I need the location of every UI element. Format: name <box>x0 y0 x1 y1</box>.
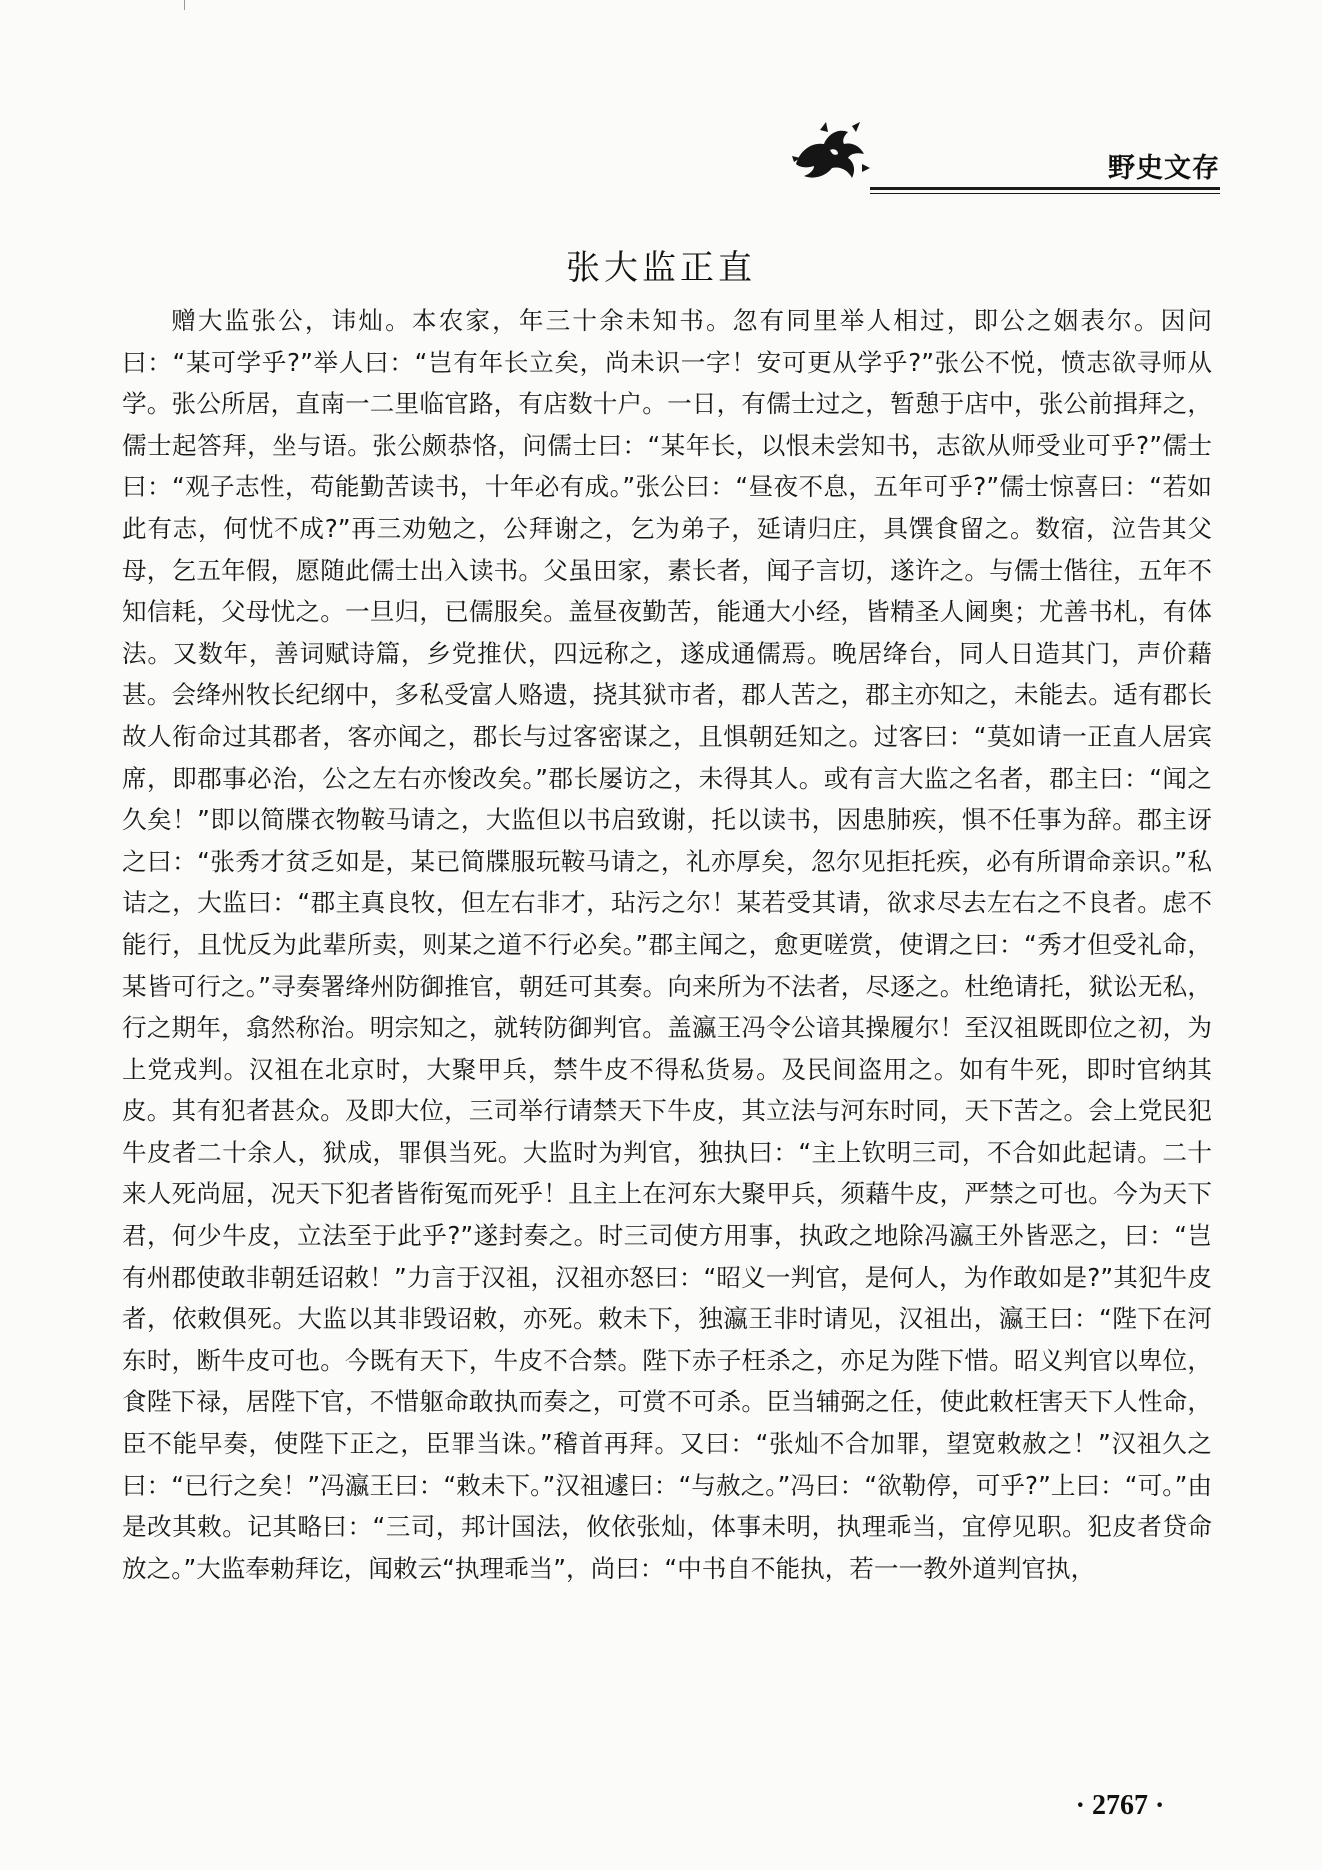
dragon-ornament-icon <box>790 120 872 184</box>
article-title: 张大监正直 <box>566 248 756 288</box>
header-rule-thin <box>870 193 1220 194</box>
header-rule <box>870 187 1220 190</box>
article-body: 赠大监张公，讳灿。本农家，年三十余未知书。忽有同里举人相过，即公之姻表尔。因问曰：“某可学乎?”举人曰：“岂有年长立矣，尚未识一字！安可更从学乎?”张公不悦，愤志欲寻师从学。张公所居，直南一二里临官路，有店数十户。一日，有儒士过之，暂憩于店中，张公前揖拜之，儒士起答拜，坐与语。张公颇恭恪，问儒士曰：“某年长，以恨未尝知书，志欲从师受业可乎?”儒士曰：“观子志性，苟能勤苦读书，十年必有成。”张公曰：“昼夜不息，五年可乎?”儒士惊喜曰：“若如此有志，何忧不成?”再三劝勉之，公拜谢之，乞为弟子，延请归庄，具馔食留之。数宿，泣告其父母，乞五年假，愿随此儒士出入读书。父虽田家，素长者，闻子言切，遂许之。与儒士偕往，五年不知信耗，父母忧之。一旦归，已儒服矣。盖昼夜勤苦，能通大小经，皆精圣人阃奥；尤善书札，有体法。又数年，善词赋诗篇，乡党推伏，四远称之，遂成通儒焉。晚居绛台，同人日造其门，声价藉甚。会绛州牧长纪纲中，多私受富人赂遗，挠其狱市者，郡人苦之，郡主亦知之，未能去。适有郡长故人衔命过其郡者，客亦闻之，郡长与过客密谋之，且惧朝廷知之。过客曰：“莫如请一正直人居宾席，即郡事必治，公之左右亦悛改矣。”郡长屡访之，未得其人。或有言大监之名者，郡主曰：“闻之久矣！”即以简牒衣物鞍马请之，大监但以书启致谢，托以读书，因患肺疾，惧不任事为辞。郡主讶之曰：“张秀才贫乏如是，某已简牒服玩鞍马请之，礼亦厚矣，忽尔见拒托疾，必有所谓命亲识。”私诘之，大监曰：“郡主真良牧，但左右非才，玷污之尔！某若受其请，欲求尽去左右之不良者。虑不能行，且忧反为此辈所卖，则某之道不行必矣。”郡主闻之，愈更嗟赏，使谓之曰：“秀才但受礼命，某皆可行之。”寻奏署绛州防御推官，朝廷可其奏。向来所为不法者，尽逐之。杜绝请托，狱讼无私，行之期年，翕然称治。明宗知之，就转防御判官。盖瀛王冯令公谙其操履尔！至汉祖既即位之初，为上党戎判。汉祖在北京时，大聚甲兵，禁牛皮不得私货易。及民间盗用之。如有牛死，即时官纳其皮。其有犯者甚众。及即大位，三司举行请禁天下牛皮，其立法与河东时同，天下苦之。会上党民犯牛皮者二十余人，狱成，罪俱当死。大监时为判官，独执曰：“主上钦明三司，不合如此起请。二十来人死尚屈，况天下犯者皆衔冤而死乎！且主上在河东大聚甲兵，须藉牛皮，严禁之可也。今为天下君，何少牛皮，立法至于此乎?”遂封奏之。时三司使方用事，执政之地除冯瀛王外皆恶之，曰：“岂有州郡使敢非朝廷诏敕！”力言于汉祖，汉祖亦怒曰：“昭义一判官，是何人，为作敢如是?”其犯牛皮者，依敕俱死。大监以其非毁诏敕，亦死。敕未下，独瀛王非时请见，汉祖出，瀛王曰：“陛下在河东时，断牛皮可也。今既有天下，牛皮不合禁。陛下赤子枉杀之，亦足为陛下惜。昭义判官以卑位，食陛下禄，居陛下官，不惜躯命敢执而奏之，可赏不可杀。臣当辅弼之任，使此敕枉害天下人性命，臣不能早奏，使陛下正之，臣罪当诛。”稽首再拜。又曰：“张灿不合加罪，望宽敕赦之！”汉祖久之曰：“已行之矣！”冯瀛王曰：“敕未下。”汉祖遽曰：“与赦之。”冯曰：“欲勒停，可乎?”上曰：“可。”由是改其敕。记其略曰：“三司，邦计国法，攸依张灿，体事未明，执理乖当，宜停见职。犯皮者贷命放之。”大监奉勅拜讫，闻敕云“执理乖当”，尚曰：“中书自不能执，若一一教外道判官执， <box>122 306 1212 1583</box>
page-number: · 2767 · <box>1075 1790 1165 1821</box>
section-title: 野史文存 <box>1108 153 1220 184</box>
scan-mark <box>184 0 185 10</box>
running-header <box>790 120 1220 192</box>
